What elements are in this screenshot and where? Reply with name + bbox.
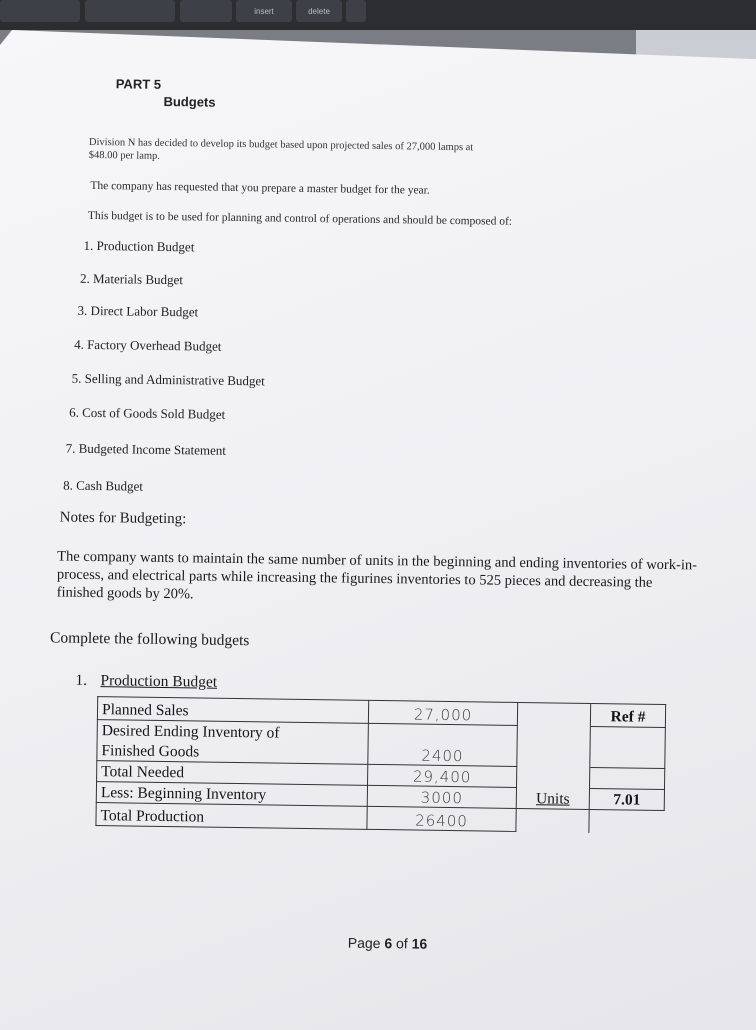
row-amount: 27,000 (368, 700, 517, 725)
request-text: The company has requested that you prepare a master budget for the year. (90, 179, 430, 197)
page-of: of (395, 935, 408, 952)
intro-line: Division N has decided to develop its budget based upon projected sales of 27,000 lamps at (88, 136, 474, 154)
ref-cell (589, 767, 664, 789)
budget-list-item: 3. Direct Labor Budget (77, 302, 199, 320)
page-number (348, 935, 428, 952)
ref-cell (590, 747, 665, 769)
row-label: Planned Sales (97, 697, 368, 724)
notes-paragraph: The company wants to maintain the same number of units in the beginning and ending inventories of work-in-process, and electrical parts while increasing the figurines inventories to 525 pieces and decreasing the finished goods by 20%. (56, 548, 698, 603)
page-current: 6 (384, 935, 393, 952)
budget-list-item: 7. Budgeted Income Statement (65, 440, 227, 458)
keyboard-key-delete: delete (296, 0, 342, 22)
production-budget-heading: Production Budget (100, 672, 218, 691)
ref-cell (590, 726, 665, 748)
instruction-text: Complete the following budgets (49, 629, 250, 650)
page-total: 16 (411, 935, 428, 952)
row-label: Less: Beginning Inventory (96, 782, 367, 807)
units-cell (517, 746, 590, 768)
units-cell (516, 808, 589, 832)
row-amount: 2400 (368, 744, 517, 767)
budget-list-item: 8. Cash Budget (63, 477, 144, 494)
ref-header: Ref # (590, 703, 665, 727)
units-cell (517, 702, 590, 726)
budget-list-item: 6. Cost of Goods Sold Budget (69, 404, 226, 422)
production-budget-table (95, 696, 666, 834)
units-label: Units (516, 787, 589, 809)
row-amount: 3000 (367, 785, 516, 808)
section-title: Budgets (163, 93, 216, 110)
budget-list-item: 4. Factory Overhead Budget (74, 336, 222, 354)
keyboard-key-insert: insert (236, 0, 292, 22)
row-label: Finished Goods (97, 740, 368, 764)
notes-label: Notes for Budgeting: (59, 509, 187, 528)
part-heading: PART 5 (115, 76, 162, 92)
purpose-text: This budget is to be used for planning and control of operations and should be composed of: (87, 209, 513, 228)
page-prefix: Page (347, 934, 381, 952)
budget-list-item: 5. Selling and Administrative Budget (71, 370, 265, 389)
row-label: Total Production (96, 803, 367, 830)
row-amount (368, 723, 517, 746)
ref-value: 7.01 (589, 788, 664, 810)
row-label: Total Needed (97, 761, 368, 786)
budget-list-item: 1. Production Budget (83, 237, 195, 255)
units-cell (517, 725, 590, 747)
section-number: 1. (75, 671, 88, 689)
budget-list-item: 2. Materials Budget (79, 270, 184, 288)
row-amount: 26400 (367, 806, 516, 831)
units-cell (517, 766, 590, 788)
row-label: Desired Ending Inventory of (97, 720, 368, 744)
ref-cell (589, 809, 664, 833)
intro-paragraph (89, 136, 649, 170)
row-amount: 29,400 (368, 764, 517, 787)
intro-line: $48.00 per lamp. (88, 149, 161, 162)
